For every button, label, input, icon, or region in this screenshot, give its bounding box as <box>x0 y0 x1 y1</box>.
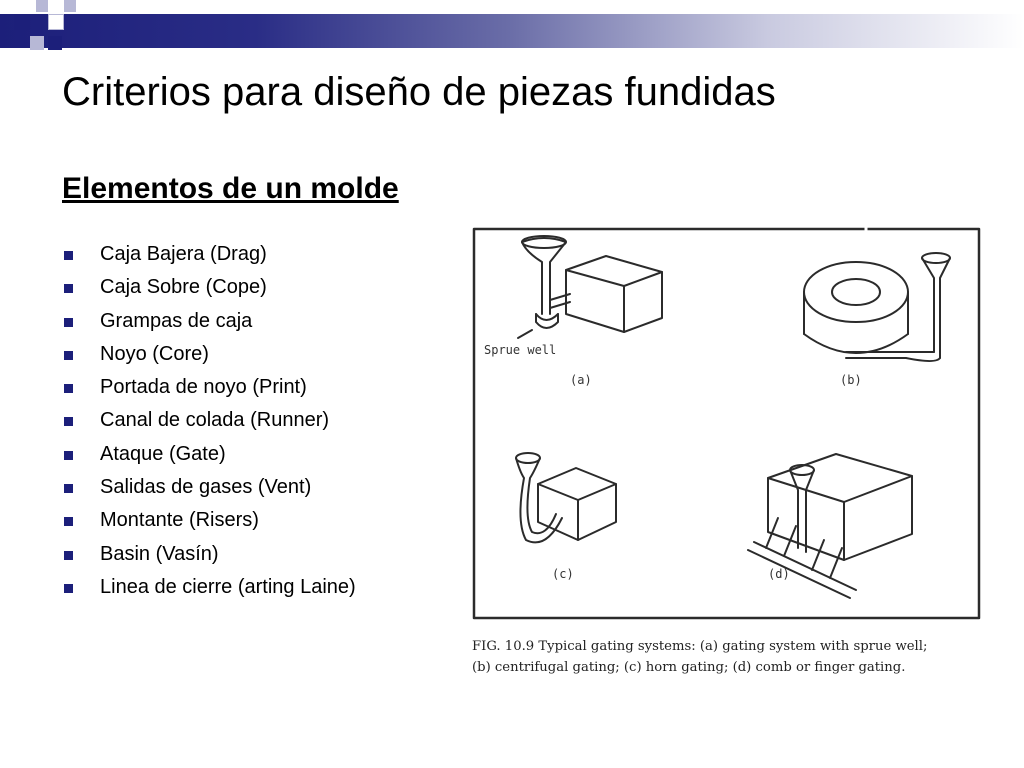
list-item <box>62 338 356 371</box>
list-item-text: Caja Bajera (Drag) <box>100 243 267 265</box>
list-item <box>62 305 356 338</box>
bullet-square-icon <box>64 384 73 393</box>
list-item <box>62 571 356 604</box>
list-item-text: Portada de noyo (Print) <box>100 376 307 399</box>
diagram-centrifugal <box>804 253 950 361</box>
list-item <box>62 471 356 504</box>
figure-caption-line: FIG. 10.9 Typical gating systems: (a) gating system with sprue well; <box>472 639 928 654</box>
list-item-text: Noyo (Core) <box>100 342 209 365</box>
slide-title: Criterios para diseño de piezas fundidas <box>62 70 776 114</box>
list-item-text: Ataque (Gate) <box>100 442 226 465</box>
bullet-square-icon <box>64 551 73 560</box>
bullet-square-icon <box>64 417 73 426</box>
bullet-square-icon <box>64 284 73 293</box>
bullet-square-icon <box>64 451 73 460</box>
list-item-text: Canal de colada (Runner) <box>100 409 330 432</box>
gating-systems-figure <box>466 222 986 682</box>
label-c: (c) <box>552 567 574 581</box>
bullet-square-icon <box>64 251 73 260</box>
list-item-text: Montante (Risers) <box>100 509 259 532</box>
label-sprue-well: Sprue well <box>484 343 557 357</box>
corner-square <box>64 0 76 12</box>
corner-square <box>14 14 30 30</box>
list-item <box>62 538 356 571</box>
bullet-list <box>62 238 356 604</box>
list-item <box>62 504 356 537</box>
list-item-text: Salidas de gases (Vent) <box>100 476 312 499</box>
bullet-square-icon <box>64 351 73 360</box>
corner-square <box>48 14 64 30</box>
diagram-horn-gating <box>516 453 616 542</box>
list-item <box>62 238 356 271</box>
bullet-square-icon <box>64 517 73 526</box>
corner-square <box>30 36 44 50</box>
section-subtitle: Elementos de un molde <box>62 172 399 205</box>
bullet-square-icon <box>64 318 73 327</box>
list-item <box>62 271 356 304</box>
figure-caption-line: (b) centrifugal gating; (c) horn gating; (d) comb or finger gating. <box>472 660 906 675</box>
list-item-text: Basin (Vasín) <box>100 542 219 565</box>
label-b: (b) <box>840 373 862 387</box>
bullet-square-icon <box>64 584 73 593</box>
label-d: (d) <box>768 567 790 581</box>
header-gradient-bar <box>0 14 1024 48</box>
diagram-sprue-well <box>518 236 662 338</box>
corner-decoration <box>0 0 80 64</box>
corner-square <box>48 36 62 50</box>
list-item <box>62 438 356 471</box>
corner-square <box>36 0 48 12</box>
list-item-text: Caja Sobre (Cope) <box>100 276 267 299</box>
bullet-square-icon <box>64 484 73 493</box>
list-item-text: Linea de cierre (arting Laine) <box>100 575 356 598</box>
list-item-text: Grampas de caja <box>100 309 253 332</box>
label-a: (a) <box>570 373 592 387</box>
list-item <box>62 404 356 437</box>
list-item <box>62 371 356 404</box>
figure-caption <box>472 636 992 678</box>
